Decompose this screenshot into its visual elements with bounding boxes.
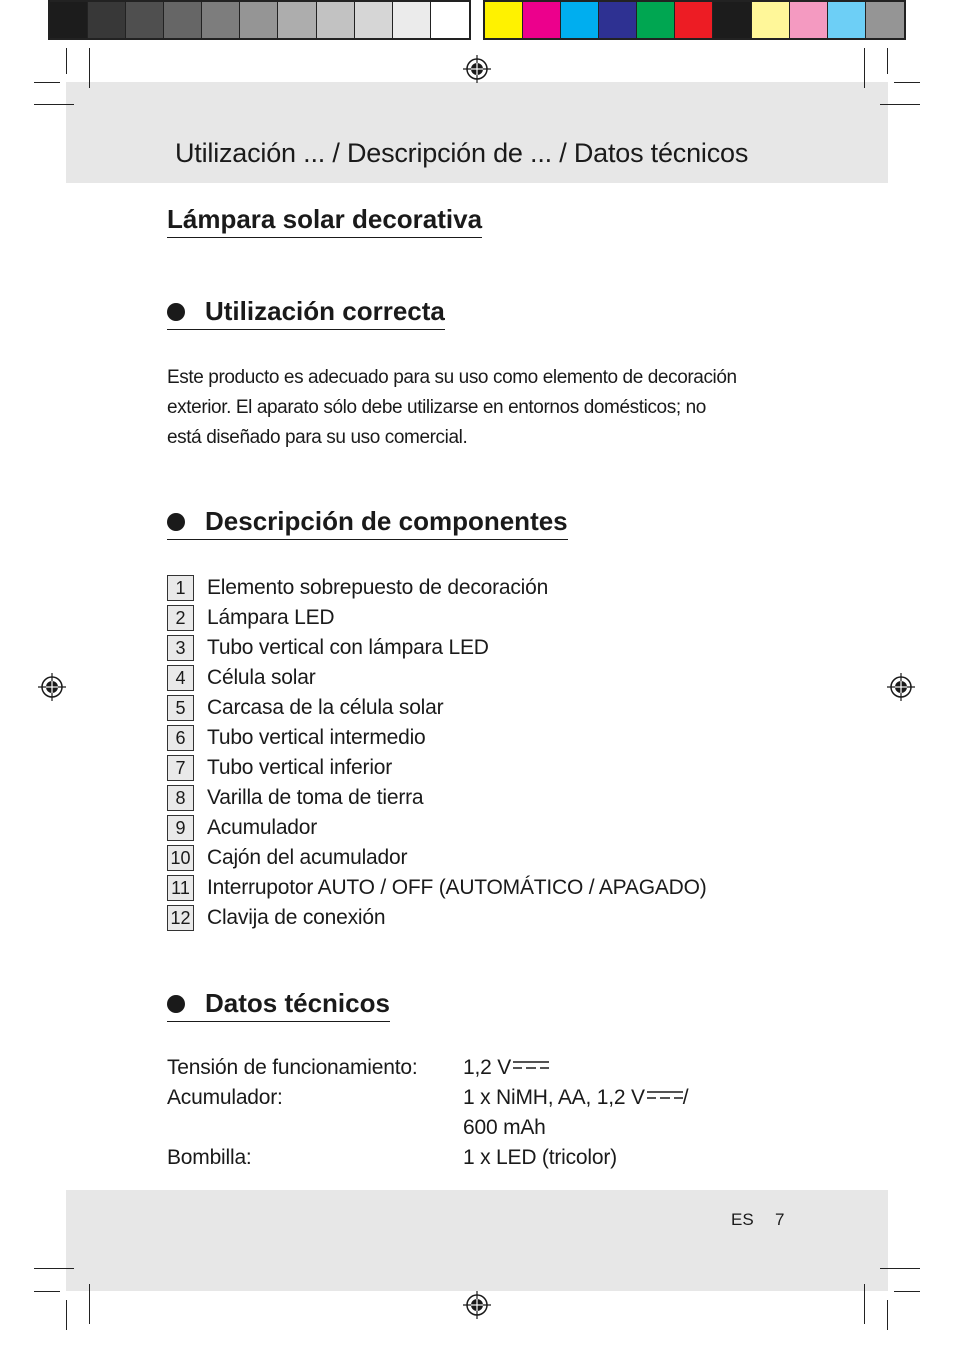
paragraph-line: está diseñado para su uso comercial. xyxy=(167,427,468,448)
section-heading-components xyxy=(167,506,568,540)
page-number: 7 xyxy=(775,1210,785,1229)
item-number: 12 xyxy=(167,905,194,931)
item-label: Tubo vertical inferior xyxy=(207,756,393,779)
list-item xyxy=(167,813,707,843)
calibration-swatch xyxy=(599,2,637,38)
item-number: 7 xyxy=(167,755,194,781)
section-heading-text: Datos técnicos xyxy=(205,988,390,1018)
calibration-swatch xyxy=(713,2,751,38)
calibration-swatch xyxy=(675,2,713,38)
usage-paragraph xyxy=(167,363,807,453)
footer-band xyxy=(66,1190,888,1291)
document-title: Lámpara solar decorativa xyxy=(167,204,482,238)
item-label: Lámpara LED xyxy=(207,606,335,629)
calibration-swatch xyxy=(393,2,431,38)
crop-mark xyxy=(894,1291,920,1292)
crop-mark xyxy=(66,1300,67,1330)
color-calibration-bar xyxy=(483,0,906,40)
spec-value xyxy=(463,1113,546,1143)
item-number: 11 xyxy=(167,875,194,901)
calibration-swatch xyxy=(164,2,202,38)
item-label: Acumulador xyxy=(207,816,318,839)
spec-key: Bombilla: xyxy=(167,1146,252,1169)
item-number: 9 xyxy=(167,815,194,841)
spec-value xyxy=(463,1053,549,1083)
calibration-swatch xyxy=(202,2,240,38)
item-label: Célula solar xyxy=(207,666,316,689)
paragraph-line: exterior. El aparato sólo debe utilizarse en entornos domésticos; no xyxy=(167,397,706,418)
calibration-swatch xyxy=(126,2,164,38)
list-item xyxy=(167,573,707,603)
calibration-swatch xyxy=(485,2,523,38)
item-number: 5 xyxy=(167,695,194,721)
calibration-swatch xyxy=(240,2,278,38)
calibration-swatch xyxy=(431,2,469,38)
calibration-swatch xyxy=(317,2,355,38)
crop-mark xyxy=(864,48,865,88)
direct-current-icon xyxy=(513,1060,549,1070)
paragraph-line: Este producto es adecuado para su uso como elemento de decoración xyxy=(167,367,737,388)
spec-row xyxy=(167,1053,688,1083)
crop-mark xyxy=(34,82,60,83)
item-number: 4 xyxy=(167,665,194,691)
crop-mark xyxy=(887,48,888,74)
components-list xyxy=(167,573,707,933)
calibration-swatch xyxy=(790,2,828,38)
item-label: Cajón del acumulador xyxy=(207,846,408,869)
calibration-swatch xyxy=(523,2,561,38)
footer-language: ES xyxy=(731,1210,754,1229)
crosshair-registration-icon xyxy=(36,671,68,703)
list-item xyxy=(167,843,707,873)
crop-mark xyxy=(89,1284,90,1324)
crop-mark xyxy=(66,48,67,74)
item-number: 1 xyxy=(167,575,194,601)
list-item xyxy=(167,873,707,903)
calibration-swatch xyxy=(752,2,790,38)
crop-mark xyxy=(89,48,90,88)
item-number: 10 xyxy=(167,845,194,871)
crop-mark xyxy=(880,1268,920,1269)
calibration-swatch xyxy=(278,2,316,38)
item-label: Carcasa de la célula solar xyxy=(207,696,444,719)
item-label: Varilla de toma de tierra xyxy=(207,786,424,809)
spec-value-text: 1 x NiMH, AA, 1,2 V xyxy=(463,1086,645,1109)
list-item xyxy=(167,633,707,663)
spec-row xyxy=(167,1113,688,1143)
crosshair-registration-icon xyxy=(461,53,493,85)
item-number: 3 xyxy=(167,635,194,661)
crop-mark xyxy=(34,1268,74,1269)
calibration-swatch xyxy=(828,2,866,38)
bullet-icon xyxy=(167,513,185,531)
calibration-swatch xyxy=(866,2,904,38)
section-heading-usage xyxy=(167,296,445,330)
list-item xyxy=(167,753,707,783)
calibration-swatch xyxy=(88,2,126,38)
spec-row xyxy=(167,1143,688,1173)
item-number: 8 xyxy=(167,785,194,811)
item-label: Tubo vertical intermedio xyxy=(207,726,426,749)
item-label: Tubo vertical con lámpara LED xyxy=(207,636,489,659)
spec-value-text: 600 mAh xyxy=(463,1116,546,1139)
spec-value xyxy=(463,1143,617,1173)
crop-mark xyxy=(34,1291,60,1292)
crop-mark xyxy=(880,104,920,105)
section-heading-text: Descripción de componentes xyxy=(205,506,568,536)
calibration-swatch xyxy=(355,2,393,38)
crosshair-registration-icon xyxy=(885,671,917,703)
calibration-swatch xyxy=(561,2,599,38)
list-item xyxy=(167,723,707,753)
item-number: 2 xyxy=(167,605,194,631)
calibration-swatch xyxy=(50,2,88,38)
item-label: Interrupotor AUTO / OFF (AUTOMÁTICO / APAGADO) xyxy=(207,876,707,899)
spec-key: Tensión de funcionamiento: xyxy=(167,1056,418,1079)
spec-value-text: 1 x LED (tricolor) xyxy=(463,1146,617,1169)
list-item xyxy=(167,603,707,633)
list-item xyxy=(167,903,707,933)
bullet-icon xyxy=(167,303,185,321)
list-item xyxy=(167,693,707,723)
section-heading-specs xyxy=(167,988,390,1022)
item-label: Elemento sobrepuesto de decoración xyxy=(207,576,549,599)
calibration-swatch xyxy=(637,2,675,38)
spec-key: Acumulador: xyxy=(167,1086,283,1109)
crop-mark xyxy=(34,104,74,105)
list-item xyxy=(167,663,707,693)
section-heading-text: Utilización correcta xyxy=(205,296,445,326)
bullet-icon xyxy=(167,995,185,1013)
item-label: Clavija de conexión xyxy=(207,906,386,929)
crosshair-registration-icon xyxy=(461,1289,493,1321)
spec-row xyxy=(167,1083,688,1113)
crop-mark xyxy=(894,82,920,83)
spec-value-suffix: / xyxy=(682,1086,689,1109)
spec-value-text: 1,2 V xyxy=(463,1056,512,1079)
page-header-title: Utilización ... / Descripción de ... / Datos técnicos xyxy=(175,138,749,168)
crop-mark xyxy=(887,1300,888,1330)
specs-table xyxy=(167,1053,688,1173)
list-item xyxy=(167,783,707,813)
item-number: 6 xyxy=(167,725,194,751)
spec-key xyxy=(167,1113,463,1143)
spec-value xyxy=(463,1083,688,1113)
direct-current-icon xyxy=(647,1090,683,1100)
grayscale-calibration-bar xyxy=(48,0,471,40)
crop-mark xyxy=(864,1284,865,1324)
